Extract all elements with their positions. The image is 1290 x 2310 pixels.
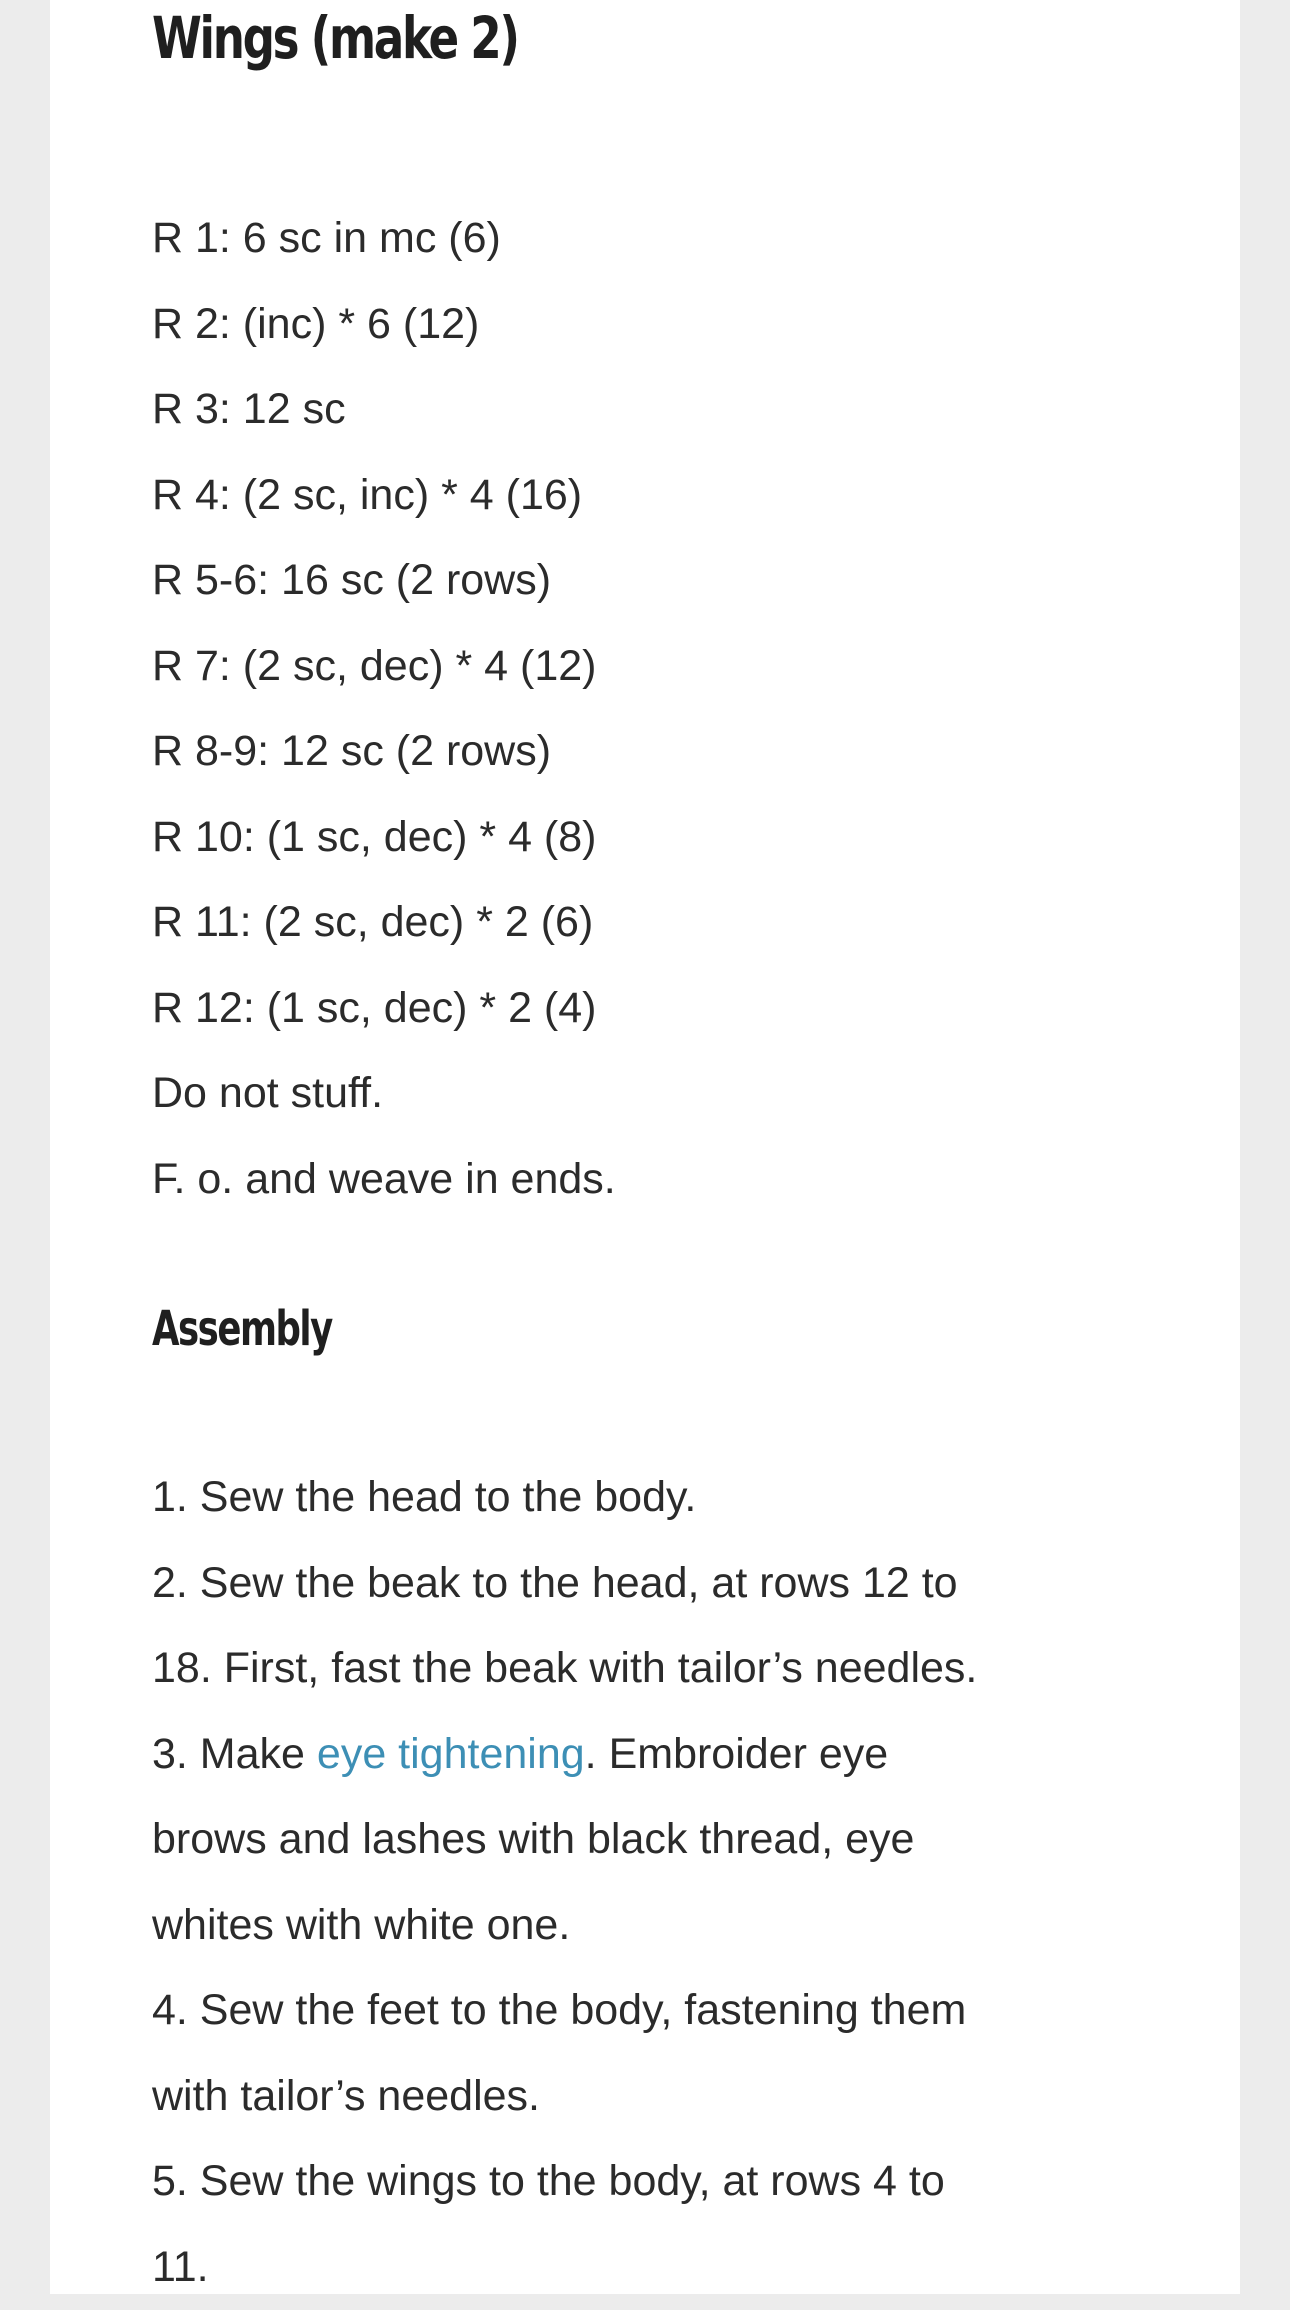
step-3-prefix: 3. Make bbox=[152, 1730, 317, 1778]
assembly-heading: Assembly bbox=[152, 1294, 332, 1364]
assembly-line: 1. Sew the head to the body. bbox=[152, 1455, 1232, 1541]
wings-pattern-rows bbox=[152, 196, 616, 1222]
pattern-row: R 3: 12 sc bbox=[152, 367, 616, 453]
wings-heading: Wings (make 2) bbox=[152, 0, 518, 76]
assembly-line: 11. bbox=[152, 2225, 1232, 2310]
step-3-suffix: . Embroider eye bbox=[585, 1730, 889, 1778]
assembly-line: 18. First, fast the beak with tailor’s needles. bbox=[152, 1626, 1232, 1712]
pattern-row: R 5-6: 16 sc (2 rows) bbox=[152, 538, 616, 624]
pattern-row: R 2: (inc) * 6 (12) bbox=[152, 282, 616, 368]
assembly-line: whites with white one. bbox=[152, 1883, 1232, 1969]
assembly-line: with tailor’s needles. bbox=[152, 2054, 1232, 2140]
pattern-note: F. o. and weave in ends. bbox=[152, 1137, 616, 1223]
eye-tightening-link[interactable]: eye tightening bbox=[317, 1730, 585, 1778]
pattern-row: R 7: (2 sc, dec) * 4 (12) bbox=[152, 624, 616, 710]
assembly-line: 2. Sew the beak to the head, at rows 12 to bbox=[152, 1541, 1232, 1627]
page-sheet bbox=[50, 0, 1240, 2294]
pattern-row: R 4: (2 sc, inc) * 4 (16) bbox=[152, 453, 616, 539]
assembly-line: 5. Sew the wings to the body, at rows 4 to bbox=[152, 2139, 1232, 2225]
assembly-line: brows and lashes with black thread, eye bbox=[152, 1797, 1232, 1883]
assembly-line-step-3 bbox=[152, 1712, 1232, 1798]
assembly-steps bbox=[152, 1455, 1232, 2310]
pattern-row: R 11: (2 sc, dec) * 2 (6) bbox=[152, 880, 616, 966]
pattern-row: R 12: (1 sc, dec) * 2 (4) bbox=[152, 966, 616, 1052]
pattern-row: R 8-9: 12 sc (2 rows) bbox=[152, 709, 616, 795]
pattern-note: Do not stuff. bbox=[152, 1051, 616, 1137]
pattern-row: R 10: (1 sc, dec) * 4 (8) bbox=[152, 795, 616, 881]
pattern-row: R 1: 6 sc in mc (6) bbox=[152, 196, 616, 282]
assembly-line: 4. Sew the feet to the body, fastening them bbox=[152, 1968, 1232, 2054]
